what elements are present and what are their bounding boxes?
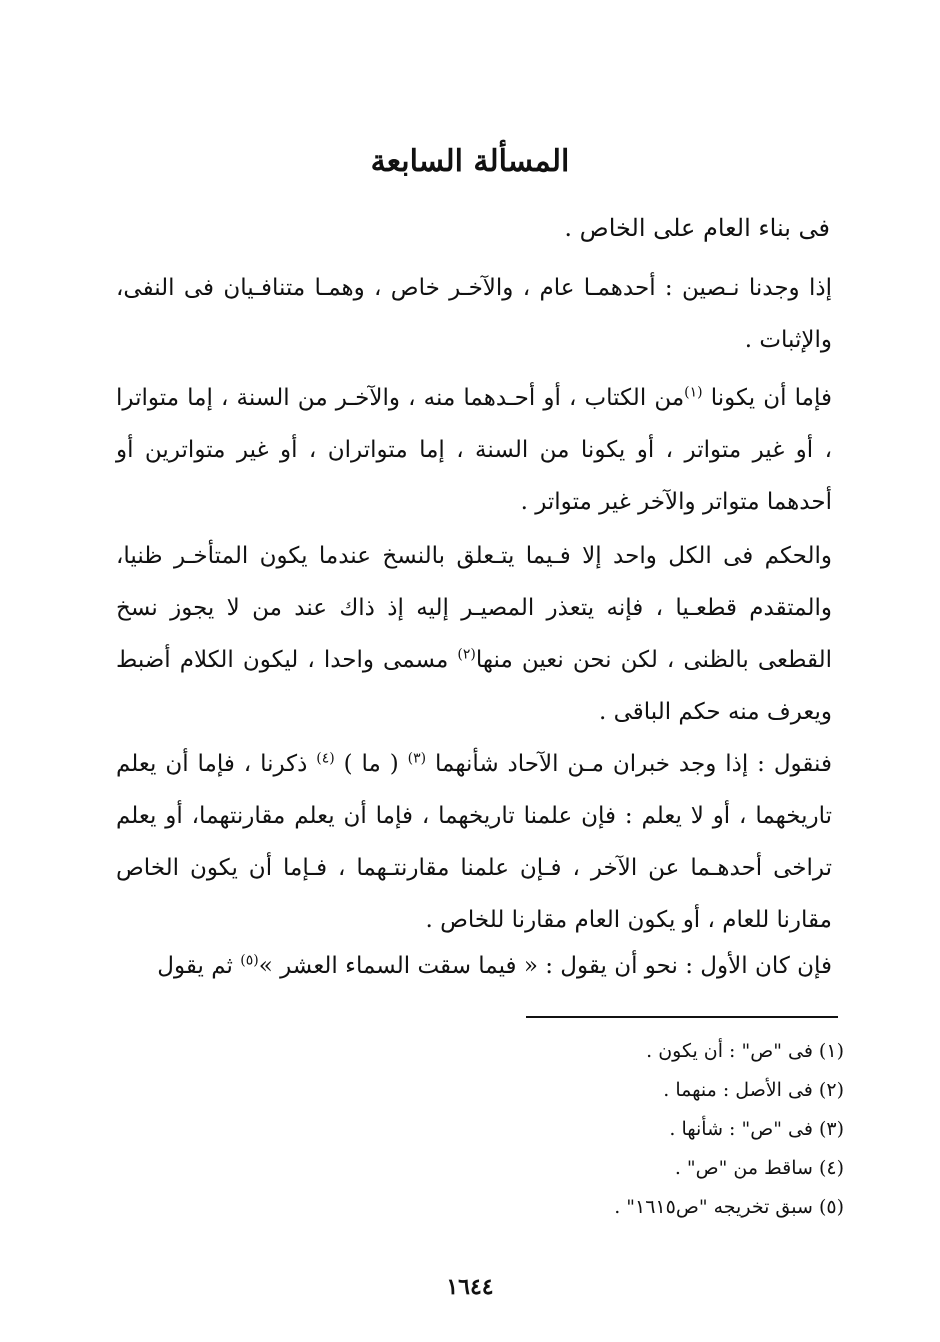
footnote-separator (526, 1016, 838, 1018)
paragraph-5-text-end: ثم يقول (157, 953, 241, 979)
paragraph-2-text-start: فإما أن يكونا (702, 385, 832, 411)
paragraph-4-text-end: ذكرنا ، فإما أن يعلم تاريخهما ، أو لا يعلم : فإن علمنا تاريخهما ، فإما أن يعلم مقارنتهما، أو يعلم تراخى أحدهـما عن الآخر ، فـإن علمنا مقارنتـهما ، فـإما أن يكون الخاص مقارنا للعام ، أو يكون العام مقارنا للخاص . (116, 751, 832, 933)
paragraph-3 (116, 530, 832, 738)
paragraph-2 (116, 372, 832, 528)
paragraph-4-text-middle: ( ما ) (334, 751, 408, 777)
page-number: ١٦٤٤ (446, 1274, 494, 1300)
paragraph-2-text-end: من الكتاب ، أو أحـدهما منه ، والآخـر من السنة ، إما متواترا ، أو غير متواتر ، أو يكونا من السنة ، إما متواتران ، أو غير متواترين أو أحدهما متواتر والآخر غير متواتر . (116, 385, 832, 515)
paragraph-1 (116, 262, 832, 366)
paragraph-4-text-start: فنقول : إذا وجد خبران مـن الآحاد شأنهما (426, 751, 832, 777)
footnote-marker-5: (٥) (240, 952, 259, 969)
footnote-1: (١) فى "ص" : أن يكون . (646, 1040, 844, 1062)
footnote-5: (٥) سبق تخريجه "ص١٦١٥" . (614, 1196, 844, 1218)
paragraph-3-text-end: مسمى واحدا ، ليكون الكلام أضبط ويعرف منه حكم الباقى . (116, 647, 832, 725)
footnote-3: (٣) فى "ص" : شأنها . (669, 1118, 844, 1140)
paragraph-5 (116, 940, 832, 992)
footnotes-list (424, 1032, 844, 1227)
paragraph-5-text-start: فإن كان الأول : نحو أن يقول : « فيما سقت السماء العشر » (258, 953, 832, 979)
footnote-marker-3: (٣) (407, 750, 427, 767)
footnote-2: (٢) فى الأصل : منهما . (663, 1079, 844, 1101)
section-title: المسألة السابعة (370, 144, 570, 179)
section-subtitle: فى بناء العام على الخاص . (564, 214, 830, 242)
paragraph-4 (116, 738, 832, 946)
footnote-marker-2: (٢) (457, 646, 476, 663)
footnote-4: (٤) ساقط من "ص" . (674, 1157, 844, 1179)
footnote-marker-4: (٤) (316, 750, 335, 767)
paragraph-1-text: إذا وجدنا نـصين : أحدهمـا عام ، والآخـر خاص ، وهمـا متنافـيان فى النفى، والإثبات . (116, 275, 832, 353)
footnote-marker-1: (١) (684, 384, 703, 401)
paragraph-3-text-start: والحكم فى الكل واحد إلا فـيما يتـعلق بالنسخ عندما يكون المتأخـر ظنيا، والمتقدم قطعـيا ، فإنه يتعذر المصيـر إليه إذ ذاك عند من لا يجوز نسخ القطعى بالظنى ، لكن نحن نعين منها (116, 543, 832, 673)
